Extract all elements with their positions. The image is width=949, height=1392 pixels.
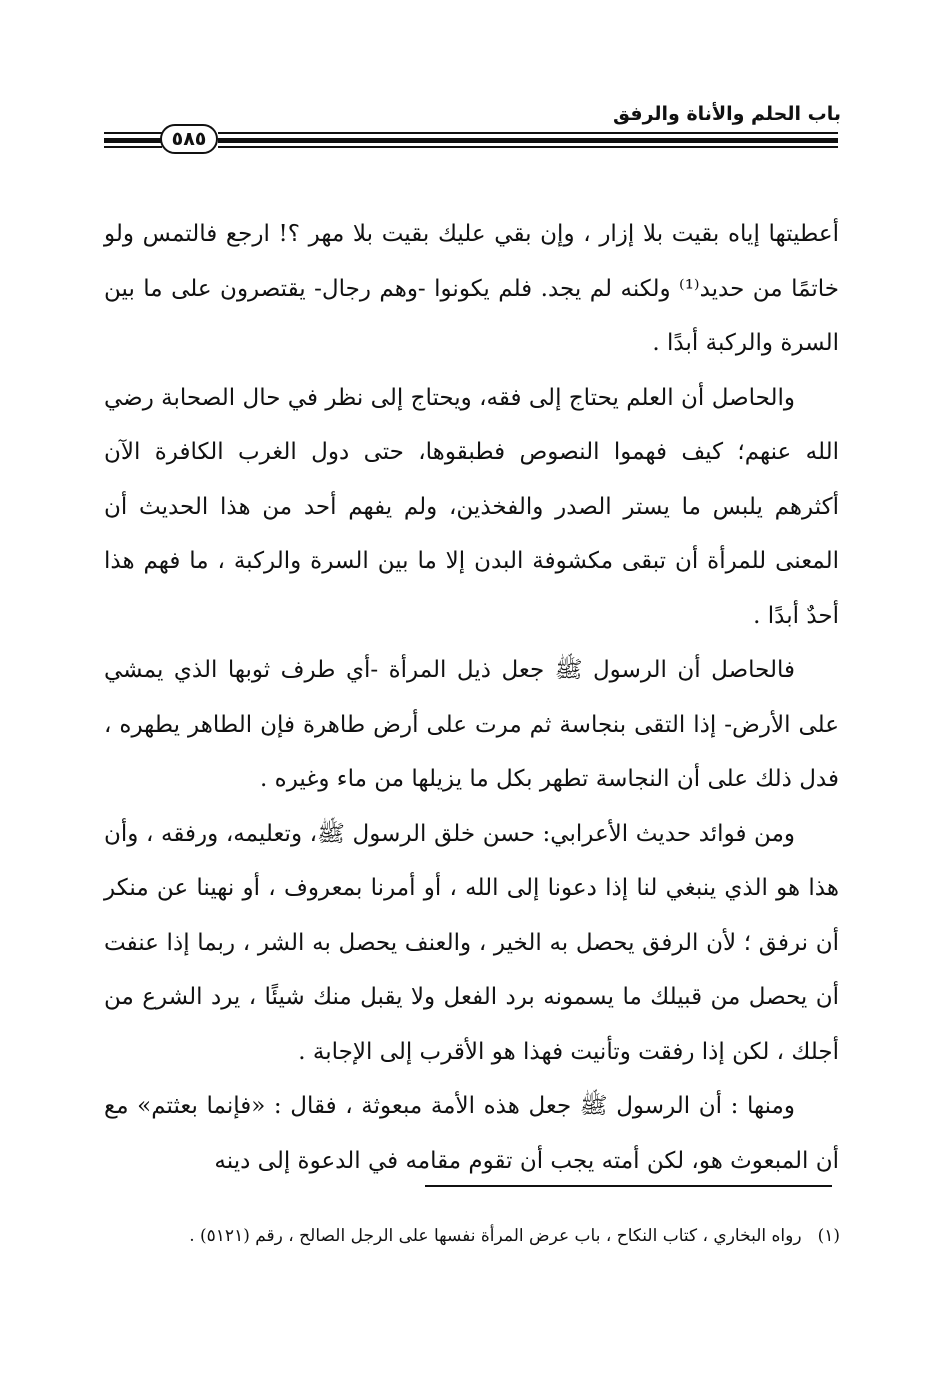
paragraph: ومنها : أن الرسول ﷺ جعل هذه الأمة مبعوثة ، فقال : «فإنما بعثتم» مع أن المبعوث هو، لكن أمته يجب أن تقوم مقامه في الدعوة إلى دينه: [104, 1093, 839, 1174]
header-rule-right: [218, 126, 838, 154]
footnote: [189, 1222, 840, 1250]
paragraph: فالحاصل أن الرسول ﷺ جعل ذيل المرأة -أي طرف ثوبها الذي يمشي على الأرض- إذا التقى بنجاسة ثم مرت على أرض طاهرة فإن الطاهر يطهره ، فدل ذلك على أن النجاسة تطهر بكل ما يزيلها من ماء وغيره .: [104, 657, 839, 792]
footnote-separator: [425, 1185, 832, 1187]
page-number-badge: ٥٨٥: [160, 124, 218, 154]
footnote-number: (١): [817, 1226, 840, 1246]
paragraph: ومن فوائد حديث الأعرابي: حسن خلق الرسول ﷺ، وتعليمه، ورفقه ، وأن هذا هو الذي ينبغي لنا إذا دعونا إلى الله ، أو أمرنا بمعروف ، أو نهينا عن منكر أن نرفق ؛ لأن الرفق يحصل به الخير ، والعنف يحصل به الشر ، ربما إذا عنفت أن يحصل من قبيلك ما يسمونه برد الفعل ولا يقبل منك شيئًا ، يرد الشرع من أجلك ، لكن إذا رفقت وتأنيت فهذا هو الأقرب إلى الإجابة .: [104, 820, 839, 1065]
paragraph: أعطيتها إياه بقيت بلا إزار ، وإن بقي عليك بقيت بلا مهر ؟! ارجع فالتمس ولو خاتمًا من حديد⁽¹⁾ ولكنه لم يجد. فلم يكونوا -وهم رجال- يقتصرون على ما بين السرة والركبة أبدًا .: [104, 221, 840, 356]
header-rule-left: [104, 126, 162, 154]
running-header-title: باب الحلم والأناة والرفق: [613, 103, 841, 125]
footnote-text: رواه البخاري ، كتاب النكاح ، باب عرض المرأة نفسها على الرجل الصالح ، رقم (٥١٢١) .: [189, 1226, 802, 1246]
body-text: [104, 207, 839, 1188]
paragraph: والحاصل أن العلم يحتاج إلى فقه، ويحتاج إلى نظر في حال الصحابة رضي الله عنهم؛ كيف فهموا النصوص فطبقوها، حتى دول الغرب الكافرة الآن أكثرهم يلبس ما يستر الصدر والفخذين، ولم يفهم أحد من هذا الحديث أن المعنى للمرأة أن تبقى مكشوفة البدن إلا ما بين السرة والركبة ، ما فهم هذا أحدٌ أبدًا .: [104, 384, 839, 629]
